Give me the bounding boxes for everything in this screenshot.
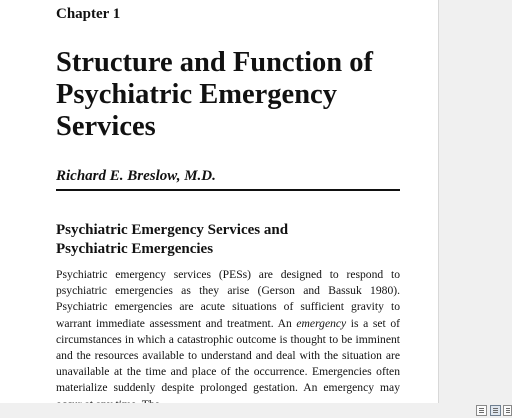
web-layout-button[interactable] (490, 405, 501, 416)
print-layout-button[interactable] (476, 405, 487, 416)
author-name: Richard E. Breslow, M.D. (56, 168, 216, 184)
status-bar (0, 403, 512, 418)
chapter-label: Chapter 1 (56, 6, 121, 22)
section-heading: Psychiatric Emergency Services and Psychiatric Emergencies (56, 222, 289, 257)
chapter-title: Structure and Function of Psychiatric Emergency Services (56, 47, 373, 142)
body-paragraph (56, 267, 400, 413)
title-divider (56, 189, 400, 191)
paragraph-emphasis: emergency (296, 316, 347, 330)
read-mode-button[interactable] (503, 405, 512, 416)
paragraph-text-1: Psychiatric emergency services (PESs) are designed to respond to psychiatric emergencies as they arise (Gerson and Bassuk 1980). Psychiatric emergencies are acute situations of sufficient gravity to warrant immediate assessment and treatment. An (56, 268, 400, 330)
paragraph-text-2: is a set of circumstances in which a catastrophic outcome is thought to be imminent and the resources available to understand and deal with the situation are unavailable at the time and place of the occurrence. Emergencies often materialize suddenly despite prolonged gestation. An emergency may (56, 316, 400, 395)
